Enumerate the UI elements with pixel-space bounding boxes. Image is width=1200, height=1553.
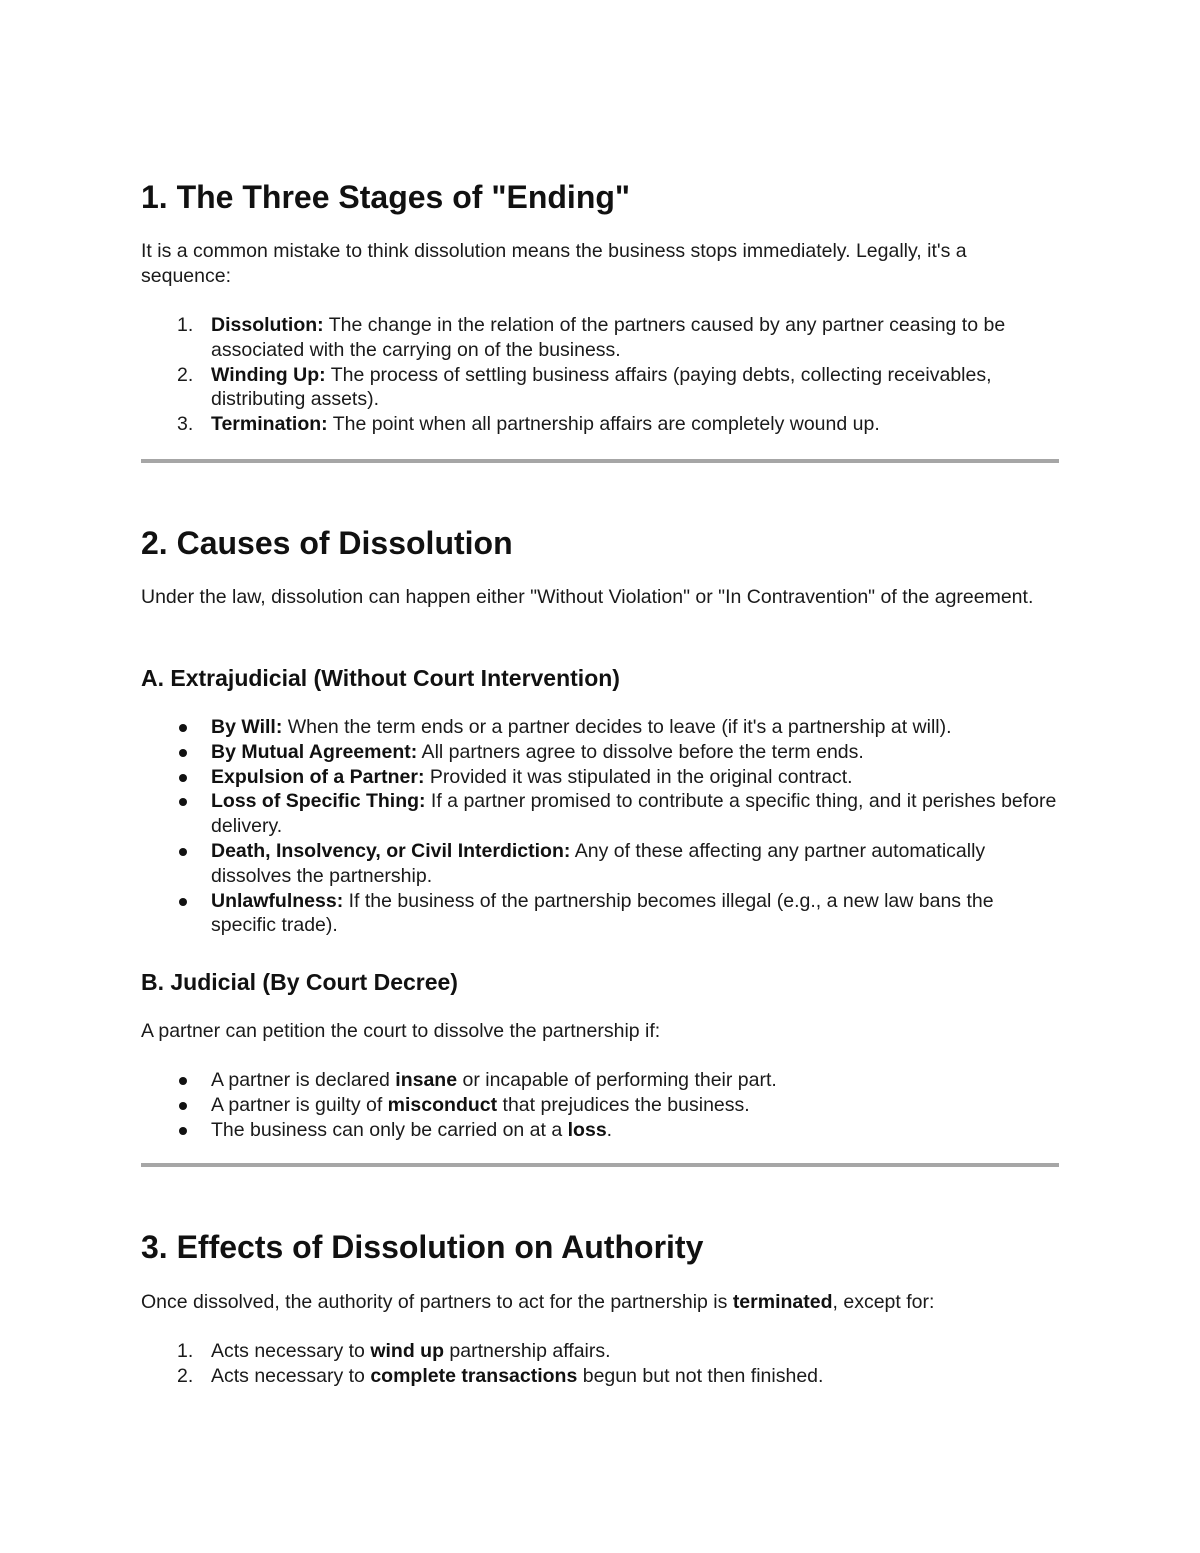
item-text: If a partner promised to contribute a specific thing, and it perishes before delivery. [211, 790, 1057, 838]
item-emphasis: insane [395, 1069, 458, 1091]
item-emphasis: wind up [370, 1340, 444, 1362]
list-item [141, 412, 1059, 437]
stages-list [141, 313, 1059, 437]
item-text: Any of these affecting any partner automatically dissolves the partnership. [211, 839, 986, 887]
judicial-list [141, 1068, 1059, 1142]
list-item [141, 363, 1059, 413]
section-1-intro: It is a common mistake to think dissolution means the business stops immediately. Legally, it's a sequence: [141, 240, 967, 287]
item-text: When the term ends or a partner decides to leave (if it's a partnership at will). [282, 716, 952, 738]
intro-text: Once dissolved, the authority of partners to act for the partnership is [141, 1291, 733, 1313]
intro-emphasis: terminated [732, 1291, 833, 1313]
section-3-intro [141, 1290, 1059, 1315]
list-item [141, 1068, 1059, 1093]
item-term: Dissolution: [211, 314, 324, 336]
item-term: Loss of Specific Thing: [211, 790, 426, 813]
bullet-icon [179, 749, 187, 757]
item-emphasis: complete transactions [370, 1364, 578, 1387]
bullet-icon [179, 1102, 187, 1110]
section-2-heading: 2. Causes of Dissolution [141, 525, 513, 561]
subsection-b-heading: B. Judicial (By Court Decree) [141, 969, 458, 995]
item-text: All partners agree to dissolve before the term ends. [417, 740, 864, 763]
item-text: Provided it was stipulated in the original contract. [424, 765, 853, 788]
list-item [141, 715, 1059, 740]
item-term: Winding Up: [211, 363, 326, 386]
subsection-b-intro: A partner can petition the court to dissolve the partnership if: [141, 1020, 661, 1042]
item-term: Termination: [211, 413, 328, 436]
item-term: Unlawfulness: [211, 889, 344, 912]
item-number: 3. [177, 413, 194, 436]
item-term: Death, Insolvency, or Civil Interdiction: [211, 839, 571, 862]
bullet-icon [179, 774, 187, 782]
extrajudicial-list [141, 715, 1059, 938]
item-term: By Will: [211, 716, 283, 738]
item-text: A partner is guilty of [211, 1093, 388, 1116]
list-item [141, 1118, 1059, 1143]
horizontal-rule [141, 459, 1059, 463]
bullet-icon [179, 798, 187, 806]
bullet-icon [179, 898, 187, 906]
item-term: By Mutual Agreement: [211, 740, 418, 763]
item-text: Acts necessary to [211, 1340, 371, 1362]
item-text: If the business of the partnership becomes illegal (e.g., a new law bans the specific trade). [211, 889, 994, 937]
item-text: or incapable of performing their part. [457, 1069, 777, 1091]
item-emphasis: loss [567, 1118, 607, 1141]
list-item [141, 839, 1059, 889]
item-text: that prejudices the business. [497, 1093, 750, 1116]
item-number: 1. [177, 1340, 194, 1362]
subsection-a-heading: A. Extrajudicial (Without Court Intervention) [141, 665, 620, 691]
list-item [141, 1364, 1059, 1389]
section-3-heading: 3. Effects of Dissolution on Authority [141, 1229, 704, 1265]
authority-list [141, 1339, 1059, 1389]
list-item [141, 740, 1059, 765]
item-text: partnership affairs. [443, 1340, 611, 1362]
bullet-icon [179, 1077, 187, 1085]
list-item [141, 313, 1059, 363]
horizontal-rule [141, 1163, 1059, 1167]
item-text: Acts necessary to [211, 1364, 371, 1387]
item-number: 2. [177, 363, 194, 386]
item-text: The change in the relation of the partners caused by any partner ceasing to be associated with the carrying on of the business. [211, 314, 1006, 361]
item-text: The process of settling business affairs (paying debts, collecting receivables, distributing assets). [211, 363, 992, 411]
item-text: The business can only be carried on at a [211, 1118, 568, 1141]
item-term: Expulsion of a Partner: [211, 765, 425, 788]
item-text: The point when all partnership affairs are completely wound up. [327, 413, 880, 436]
section-2-intro: Under the law, dissolution can happen either "Without Violation" or "In Contravention" of the agreement. [141, 586, 1034, 608]
section-1-heading: 1. The Three Stages of "Ending" [141, 179, 631, 215]
bullet-icon [179, 848, 187, 856]
list-item [141, 1093, 1059, 1118]
item-number: 1. [177, 314, 194, 336]
item-text: begun but not then finished. [577, 1364, 824, 1387]
list-item [141, 889, 1059, 939]
intro-text: , except for: [832, 1291, 935, 1313]
list-item [141, 789, 1059, 839]
list-item [141, 1339, 1059, 1364]
item-text: A partner is declared [211, 1069, 396, 1091]
bullet-icon [179, 1127, 187, 1135]
bullet-icon [179, 724, 187, 732]
list-item [141, 765, 1059, 790]
item-number: 2. [177, 1364, 194, 1387]
item-text: . [606, 1118, 613, 1141]
item-emphasis: misconduct [387, 1093, 498, 1116]
